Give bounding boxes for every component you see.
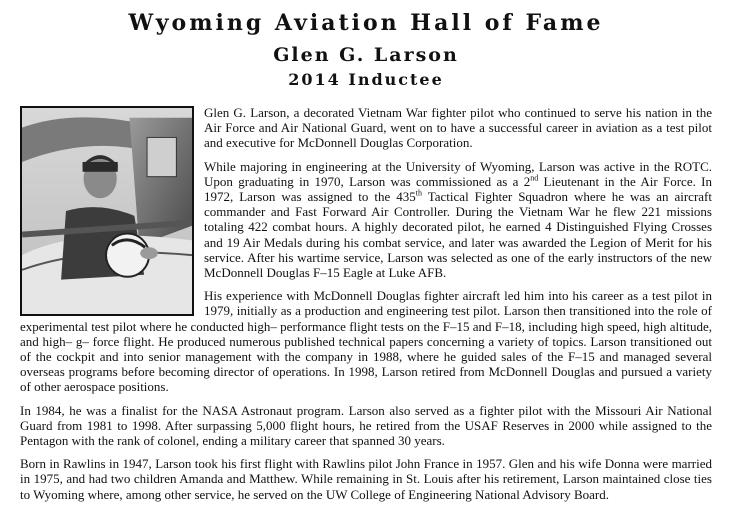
inductee-name: Glen G. Larson [273,44,459,66]
bio-paragraph-4: In 1984, he was a finalist for the NASA Astronaut program. Larson also served as a fighter pilot with the Missouri Air National Guard from 1981 to 1998. After surpassing 5,000 flight hours, he retired from the USAF Reserves in 2000 while assigned to the Pentagon with the rank of colonel, ending a military career that spanned 30 years. [20,402,712,449]
bio-p2-text-b: Lieutenant in the Air Force. In 1972, Larson was assigned to the 435 [204,173,712,205]
page-title: Wyoming Aviation Hall of Fame [128,10,604,36]
photo-spacer [20,105,204,316]
bio-p2-text-a: While majoring in engineering at the University of Wyoming, Larson was active in the ROTC. Upon graduating in 1970, Larson was commissioned as a 2 [204,158,712,189]
bio-paragraph-3: His experience with McDonnell Douglas fighter aircraft led him into his career as a test pilot in 1979, initially as a production and engineering test pilot. Larson then transitioned into the role of experimental test pilot where he conducted high– performance flight tests on the F–15 and F–18, including high speed, high altitude, and high– g– force flight. He produced numerous published technical papers concerning a variety of topics. Larson transitioned out of the cockpit and into senior management with the company in 1988, where he guided sales of the F–15 and managed several overseas programs before becoming director of operations. In 1998, Larson retired from McDonnell Douglas and pursued a variety of other aerospace positions. [20,288,712,395]
inductee-year: 2014 Inductee [288,70,444,89]
bio-p2-superscript-th: th [415,188,422,198]
bio-p2-text-c: Tactical Fighter Squadron where he was an aircraft commander and Fast Forward Air Controller. During the Vietnam War he flew 221 missions totaling 422 combat hours. A highly decorated pilot, he earned 4 Distinguished Flying Crosses and 19 Air Medals during his combat service, and later was awarded the Legion of Merit for his service. After his wartime service, Larson was selected as one of the early instructors of the new McDonnell Douglas F–15 Eagle at Luke AFB. [204,189,712,281]
bio-p2-superscript-nd: nd [530,173,539,183]
bio-paragraph-5: Born in Rawlins in 1947, Larson took his first flight with Rawlins pilot John France in 1957. Glen and his wife Donna were married in 1975, and had two children Amanda and Matthew. While remaining in St. Louis after his retirement, Larson maintained close ties to Wyoming where, among other service, he served on the UW College of Engineering National Advisory Board. [20,456,712,502]
bio-paragraph-1: Glen G. Larson, a decorated Vietnam War fighter pilot who continued to serve his nation in the Air Force and Air National Guard, went on to have a successful career in aviation as a test pilot and executive for McDonnell Douglas Corporation. [204,105,712,151]
biography [20,105,712,510]
